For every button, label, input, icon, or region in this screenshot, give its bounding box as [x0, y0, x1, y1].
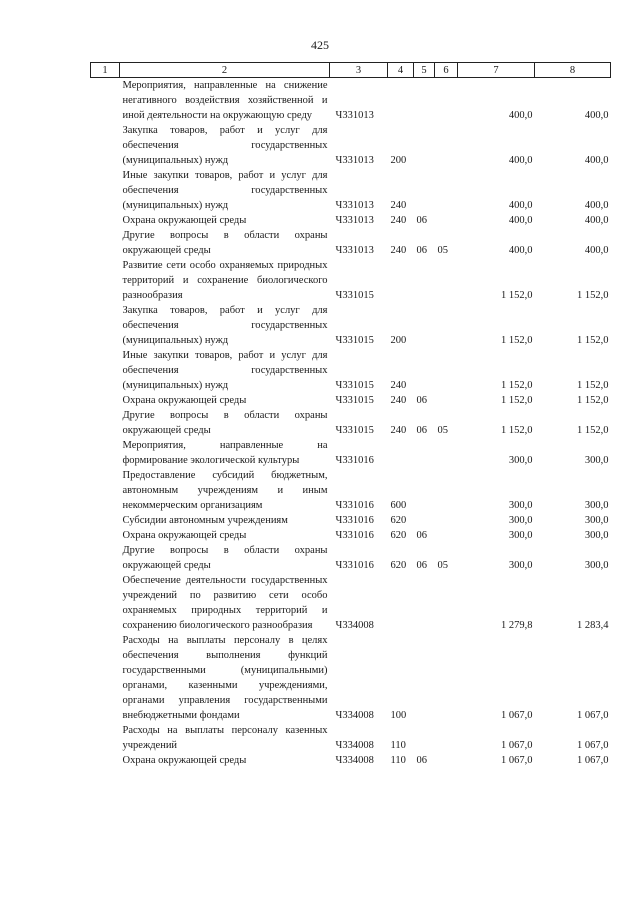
- cell-section: [414, 513, 435, 528]
- cell-amount-year1: 1 152,0: [501, 425, 533, 436]
- cell-expense-type: 110: [390, 740, 406, 751]
- cell-amount-year2: 1 152,0: [577, 425, 609, 436]
- cell-section: [414, 438, 435, 468]
- cell-subsection: [435, 258, 458, 303]
- cell-amount-year2: 400,0: [584, 245, 609, 256]
- cell-target-article: Ч331013: [335, 110, 374, 121]
- cell-subsection: [435, 723, 458, 753]
- cell-name: Охрана окружающей среды: [122, 530, 247, 541]
- column-header-7: 7: [458, 63, 535, 78]
- cell-empty: [91, 393, 120, 408]
- cell-name: Закупка товаров, работ и услуг для обеспечения государственных (муниципальных) нужд: [122, 305, 328, 346]
- cell-section: [414, 123, 435, 168]
- cell-section: [414, 303, 435, 348]
- cell-subsection: [435, 633, 458, 723]
- cell-amount-year1: 300,0: [508, 560, 533, 571]
- cell-amount-year1: 1 279,8: [501, 620, 533, 631]
- cell-expense-type: 110: [390, 755, 406, 766]
- cell-name: Охрана окружающей среды: [122, 755, 247, 766]
- table-row: [91, 213, 611, 228]
- cell-name: Мероприятия, направленные на снижение негативного воздействия хозяйственной и иной деятельности на окружающую среду: [122, 80, 328, 121]
- table-row: [91, 438, 611, 468]
- cell-amount-year1: 1 067,0: [501, 740, 533, 751]
- cell-subsection: 05: [437, 245, 448, 256]
- cell-empty: [91, 753, 120, 768]
- cell-expense-type: 240: [390, 200, 407, 211]
- cell-empty: [91, 528, 120, 543]
- cell-name: Субсидии автономным учреждениям: [122, 515, 288, 526]
- cell-expense-type: 240: [390, 395, 407, 406]
- table-row: [91, 393, 611, 408]
- cell-name: Охрана окружающей среды: [122, 215, 247, 226]
- cell-target-article: Ч331013: [335, 215, 374, 226]
- cell-subsection: 05: [437, 425, 448, 436]
- cell-empty: [91, 438, 120, 468]
- cell-empty: [91, 168, 120, 213]
- cell-subsection: [435, 168, 458, 213]
- cell-section: 06: [416, 755, 427, 766]
- cell-name: Другие вопросы в области охраны окружающей среды: [122, 545, 328, 571]
- cell-amount-year1: 300,0: [508, 530, 533, 541]
- cell-subsection: [435, 513, 458, 528]
- cell-amount-year2: 400,0: [584, 155, 609, 166]
- cell-empty: [91, 123, 120, 168]
- table-row: [91, 543, 611, 573]
- cell-expense-type: 240: [390, 425, 407, 436]
- cell-subsection: [435, 303, 458, 348]
- cell-amount-year1: 1 067,0: [501, 755, 533, 766]
- cell-section: 06: [416, 245, 427, 256]
- table-body: [91, 78, 611, 769]
- cell-amount-year1: 400,0: [508, 155, 533, 166]
- cell-empty: [91, 228, 120, 258]
- table-row: [91, 468, 611, 513]
- cell-amount-year1: 300,0: [508, 455, 533, 466]
- cell-section: [414, 468, 435, 513]
- cell-expense-type: 620: [390, 515, 407, 526]
- cell-expense-type: 620: [390, 560, 407, 571]
- cell-section: [414, 348, 435, 393]
- cell-amount-year2: 1 152,0: [577, 335, 609, 346]
- cell-target-article: Ч331015: [335, 380, 374, 391]
- cell-section: [414, 723, 435, 753]
- cell-amount-year1: 1 152,0: [501, 380, 533, 391]
- column-header-5: 5: [414, 63, 435, 78]
- cell-amount-year1: 300,0: [508, 515, 533, 526]
- table-row: [91, 348, 611, 393]
- table-row: [91, 303, 611, 348]
- table-row: [91, 513, 611, 528]
- cell-section: 06: [416, 215, 427, 226]
- cell-section: 06: [416, 395, 427, 406]
- cell-amount-year1: 400,0: [508, 110, 533, 121]
- cell-amount-year2: 1 152,0: [577, 380, 609, 391]
- cell-target-article: Ч331013: [335, 245, 374, 256]
- cell-section: 06: [416, 530, 427, 541]
- cell-target-article: Ч334008: [335, 755, 374, 766]
- cell-amount-year2: 400,0: [584, 215, 609, 226]
- cell-empty: [91, 513, 120, 528]
- table-row: [91, 573, 611, 633]
- cell-amount-year2: 400,0: [584, 110, 609, 121]
- cell-name: Мероприятия, направленные на формирование экологической культуры: [122, 440, 328, 466]
- cell-name: Другие вопросы в области охраны окружающей среды: [122, 410, 328, 436]
- cell-name: Расходы на выплаты персоналу казенных учреждений: [122, 725, 328, 751]
- cell-amount-year2: 1 067,0: [577, 740, 609, 751]
- table-row: [91, 528, 611, 543]
- table-row: [91, 78, 611, 124]
- cell-empty: [91, 468, 120, 513]
- cell-subsection: [435, 123, 458, 168]
- cell-target-article: Ч331016: [335, 515, 374, 526]
- cell-target-article: Ч331016: [335, 500, 374, 511]
- cell-target-article: Ч331016: [335, 530, 374, 541]
- cell-empty: [91, 573, 120, 633]
- cell-target-article: Ч331016: [335, 560, 374, 571]
- cell-amount-year2: 300,0: [584, 500, 609, 511]
- cell-amount-year2: 1 152,0: [577, 290, 609, 301]
- cell-name: Закупка товаров, работ и услуг для обеспечения государственных (муниципальных) нужд: [122, 125, 328, 166]
- cell-subsection: [435, 753, 458, 768]
- table-row: [91, 168, 611, 213]
- table-header: [91, 63, 611, 78]
- cell-amount-year1: 300,0: [508, 500, 533, 511]
- cell-subsection: [435, 468, 458, 513]
- cell-name: Предоставление субсидий бюджетным, автономным учреждениям и иным некоммерческим организациям: [122, 470, 328, 511]
- cell-amount-year2: 1 067,0: [577, 710, 609, 721]
- cell-amount-year2: 300,0: [584, 515, 609, 526]
- cell-name: Обеспечение деятельности государственных учреждений по развитию сети особо охраняемых природных территорий и сохранению биологического разнообразия: [122, 575, 328, 631]
- cell-target-article: Ч331013: [335, 155, 374, 166]
- cell-amount-year2: 1 067,0: [577, 755, 609, 766]
- cell-empty: [91, 633, 120, 723]
- cell-amount-year2: 1 283,4: [577, 620, 609, 631]
- cell-name: Развитие сети особо охраняемых природных территорий и сохранение биологического разнообразия: [122, 260, 328, 301]
- cell-subsection: [435, 438, 458, 468]
- cell-section: [414, 258, 435, 303]
- cell-amount-year2: 400,0: [584, 200, 609, 211]
- cell-amount-year1: 400,0: [508, 200, 533, 211]
- cell-empty: [91, 348, 120, 393]
- cell-amount-year2: 300,0: [584, 455, 609, 466]
- table-row: [91, 633, 611, 723]
- cell-subsection: [435, 348, 458, 393]
- cell-name: Расходы на выплаты персоналу в целях обеспечения выполнения функций государственными (муниципальными) органами, казенными учреждениями, органами управления государственными внебюджетными фондами: [122, 635, 328, 721]
- cell-expense-type: [388, 258, 414, 303]
- cell-subsection: 05: [437, 560, 448, 571]
- column-header-3: 3: [330, 63, 388, 78]
- cell-empty: [91, 408, 120, 438]
- cell-subsection: [435, 573, 458, 633]
- cell-target-article: Ч334008: [335, 710, 374, 721]
- cell-expense-type: 620: [390, 530, 407, 541]
- cell-amount-year2: 300,0: [584, 560, 609, 571]
- budget-table-grid: [90, 62, 611, 768]
- cell-amount-year1: 1 067,0: [501, 710, 533, 721]
- cell-subsection: [435, 213, 458, 228]
- cell-name: Охрана окружающей среды: [122, 395, 247, 406]
- cell-expense-type: 200: [390, 155, 407, 166]
- header-row: [91, 63, 611, 78]
- cell-expense-type: 200: [390, 335, 407, 346]
- cell-empty: [91, 723, 120, 753]
- cell-target-article: Ч334008: [335, 740, 374, 751]
- cell-target-article: Ч331015: [335, 335, 374, 346]
- column-header-1: 1: [91, 63, 120, 78]
- cell-name: Другие вопросы в области охраны окружающей среды: [122, 230, 328, 256]
- table-row: [91, 753, 611, 768]
- cell-expense-type: [388, 573, 414, 633]
- table-row: [91, 258, 611, 303]
- cell-target-article: Ч331015: [335, 290, 374, 301]
- table-row: [91, 408, 611, 438]
- cell-subsection: [435, 528, 458, 543]
- cell-amount-year1: 400,0: [508, 245, 533, 256]
- cell-section: [414, 78, 435, 124]
- cell-target-article: Ч331015: [335, 425, 374, 436]
- column-header-6: 6: [435, 63, 458, 78]
- budget-table: [90, 62, 610, 768]
- cell-section: 06: [416, 425, 427, 436]
- table-row: [91, 723, 611, 753]
- cell-empty: [91, 258, 120, 303]
- cell-expense-type: 240: [390, 215, 407, 226]
- table-row: [91, 228, 611, 258]
- cell-empty: [91, 213, 120, 228]
- cell-empty: [91, 543, 120, 573]
- cell-empty: [91, 78, 120, 124]
- column-header-8: 8: [535, 63, 611, 78]
- cell-amount-year1: 400,0: [508, 215, 533, 226]
- cell-section: 06: [416, 560, 427, 571]
- cell-name: Иные закупки товаров, работ и услуг для обеспечения государственных (муниципальных) нужд: [122, 170, 328, 211]
- cell-subsection: [435, 78, 458, 124]
- cell-amount-year1: 1 152,0: [501, 290, 533, 301]
- cell-expense-type: 600: [390, 500, 407, 511]
- cell-section: [414, 633, 435, 723]
- cell-amount-year1: 1 152,0: [501, 335, 533, 346]
- cell-amount-year2: 300,0: [584, 530, 609, 541]
- page-number: 425: [311, 38, 329, 52]
- cell-target-article: Ч334008: [335, 620, 374, 631]
- cell-expense-type: [388, 78, 414, 124]
- cell-section: [414, 168, 435, 213]
- cell-expense-type: 240: [390, 380, 407, 391]
- cell-expense-type: 240: [390, 245, 407, 256]
- cell-amount-year1: 1 152,0: [501, 395, 533, 406]
- cell-expense-type: 100: [390, 710, 407, 721]
- cell-target-article: Ч331013: [335, 200, 374, 211]
- column-header-4: 4: [388, 63, 414, 78]
- cell-expense-type: [388, 438, 414, 468]
- cell-empty: [91, 303, 120, 348]
- cell-subsection: [435, 393, 458, 408]
- column-header-2: 2: [120, 63, 330, 78]
- cell-target-article: Ч331016: [335, 455, 374, 466]
- cell-section: [414, 573, 435, 633]
- cell-amount-year2: 1 152,0: [577, 395, 609, 406]
- table-row: [91, 123, 611, 168]
- cell-target-article: Ч331015: [335, 395, 374, 406]
- cell-name: Иные закупки товаров, работ и услуг для обеспечения государственных (муниципальных) нужд: [122, 350, 328, 391]
